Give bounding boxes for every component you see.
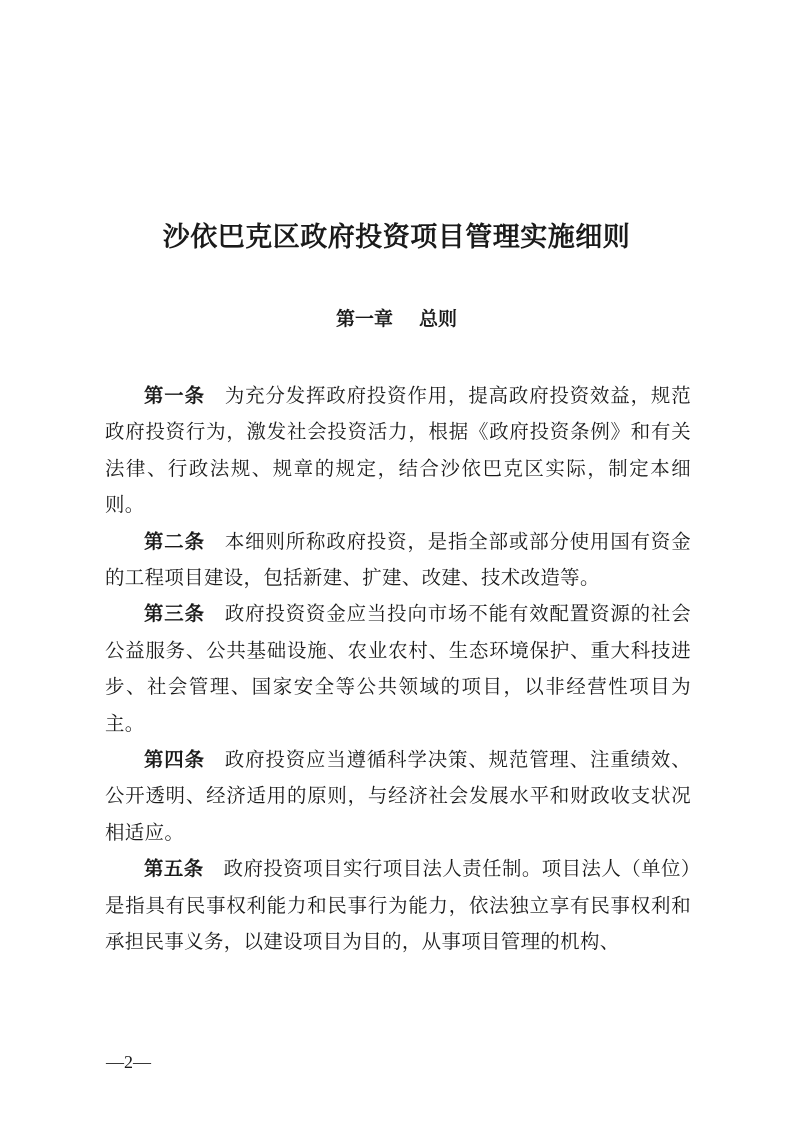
article-5 [105,851,691,960]
article-4 [105,742,691,851]
article-2 [105,524,691,597]
chapter-name: 总则 [419,308,458,330]
article-label: 第二条 [144,529,205,553]
article-3 [105,596,691,742]
article-label: 第一条 [144,384,205,407]
article-label: 第五条 [144,857,204,881]
chapter-heading [0,302,793,336]
chapter-number: 第一章 [335,308,393,330]
article-text: 本细则所称政府投资，是指全部或部分使用国有资金的工程项目建设，包括新建、扩建、改建、技术改造等。 [105,529,692,590]
article-text: 政府投资资金应当投向市场不能有效配置资源的社会公益服务、公共基础设施、农业农村、生态环境保护、重大科技进步、社会管理、国家安全等公共领域的项目，以非经营性项目为主。 [105,602,692,735]
article-label: 第三条 [144,602,205,626]
article-text: 政府投资应当遵循科学决策、规范管理、注重绩效、公开透明、经济适用的原则，与经济社会发展水平和财政收支状况相适应。 [105,748,692,844]
article-text: 政府投资项目实行项目法人责任制。项目法人（单位）是指具有民事权利能力和民事行为能力，依法独立享有民事权利和承担民事义务，以建设项目为目的，从事项目管理的机构、 [105,857,692,954]
article-label: 第四条 [144,748,205,772]
document-body [105,378,691,961]
article-1 [105,378,691,524]
page-number: —2— [106,1052,151,1072]
document-title: 沙依巴克区政府投资项目管理实施细则 [162,222,631,253]
article-text: 为充分发挥政府投资作用，提高政府投资效益，规范政府投资行为，激发社会投资活力，根据《政府投资条例》和有关法律、行政法规、规章的规定，结合沙依巴克区实际，制定本细则。 [105,384,692,517]
